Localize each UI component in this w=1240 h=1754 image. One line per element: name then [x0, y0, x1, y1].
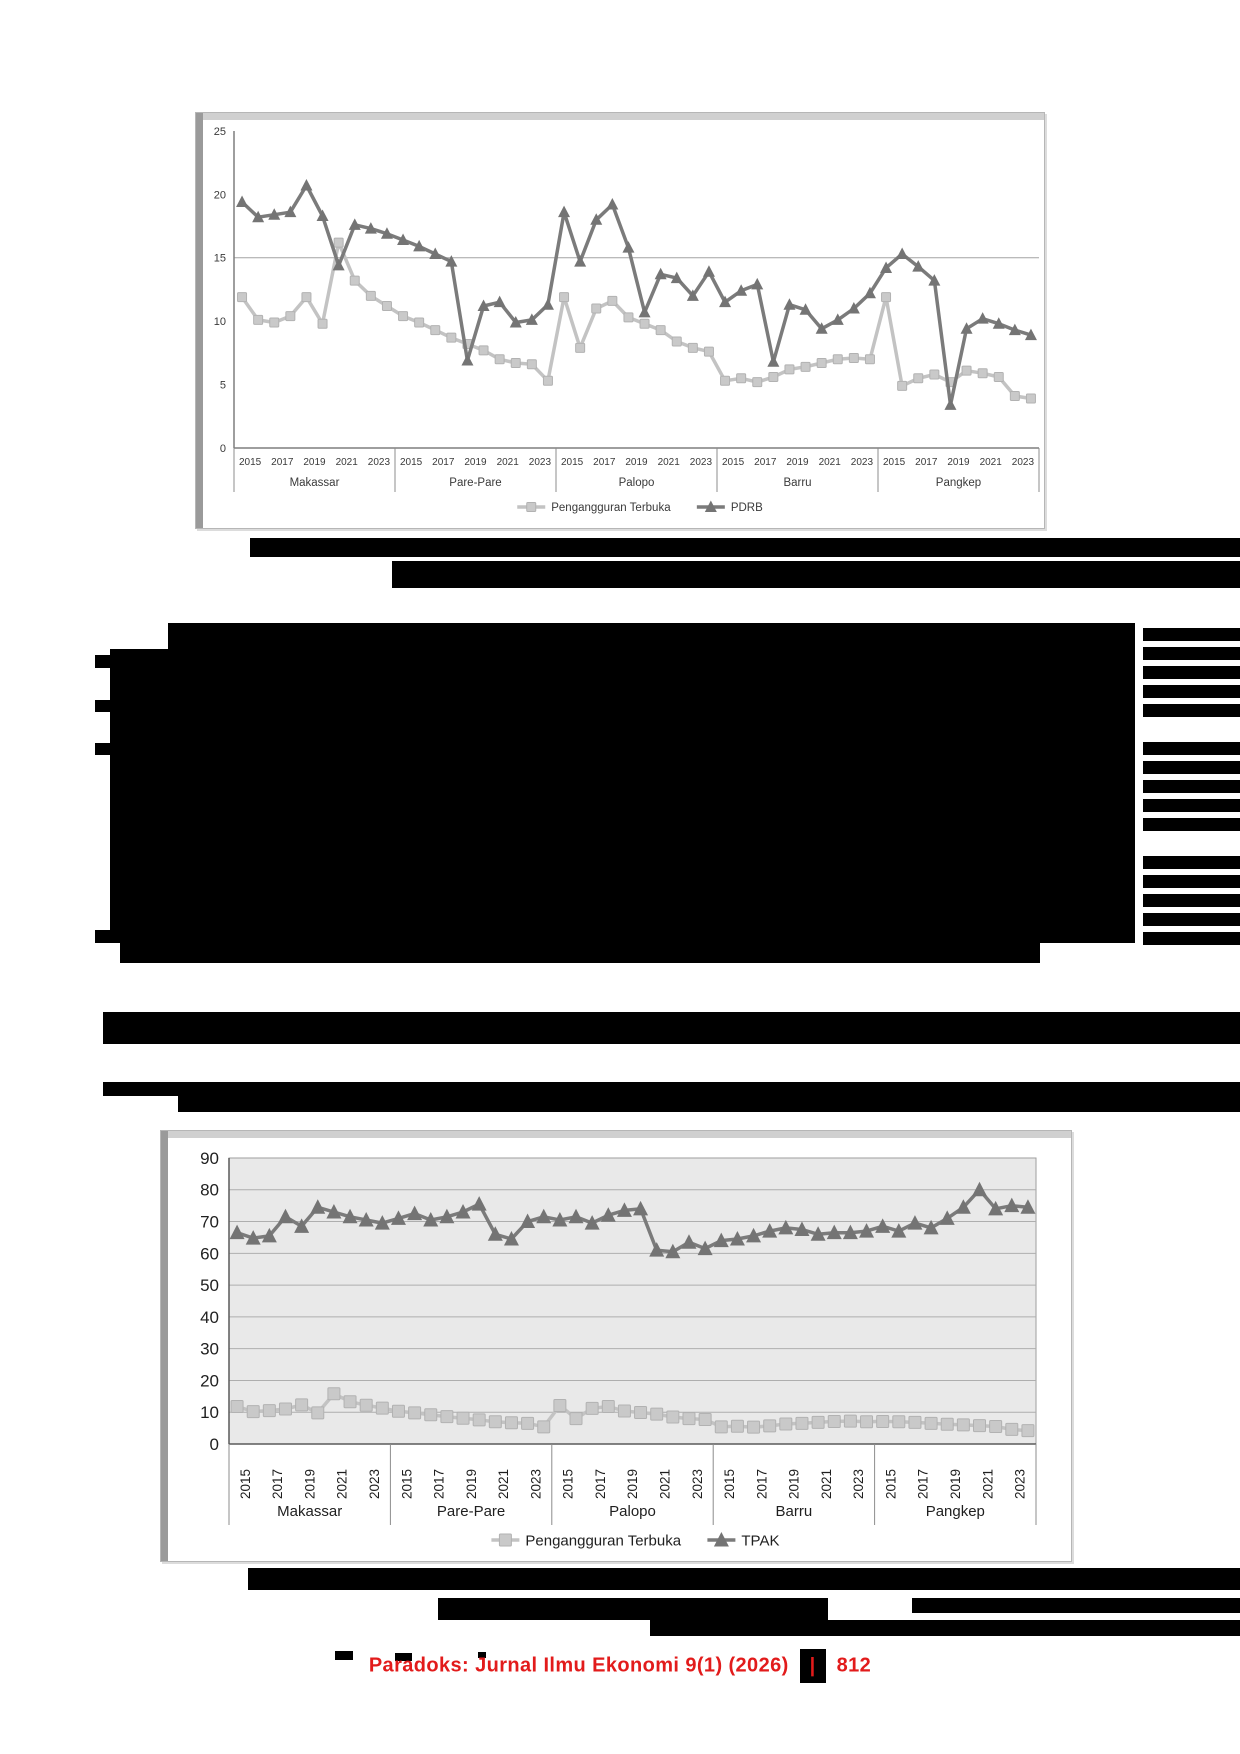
- legend-item: [491, 1532, 681, 1549]
- group-label: Palopo: [609, 1503, 656, 1520]
- data-marker: [489, 1416, 501, 1428]
- y-tick-label: 50: [200, 1276, 219, 1296]
- redacted-margin-line: [1143, 875, 1240, 888]
- data-marker: [877, 1415, 889, 1427]
- redacted-margin-line: [1143, 799, 1240, 812]
- pdrb-line-chart: [196, 113, 1044, 528]
- data-marker: [990, 1421, 1002, 1433]
- data-marker: [893, 1416, 905, 1428]
- data-marker: [344, 1396, 356, 1408]
- redacted-margin-line: [1143, 780, 1240, 793]
- data-marker: [334, 238, 343, 247]
- data-marker: [1006, 1423, 1018, 1435]
- y-tick-label: 70: [200, 1212, 219, 1232]
- data-marker: [764, 1420, 776, 1432]
- y-tick-label: 30: [200, 1339, 219, 1359]
- data-marker: [392, 1405, 404, 1417]
- data-marker: [656, 326, 665, 335]
- x-tick-label: 2023: [689, 1468, 705, 1499]
- data-marker: [608, 296, 617, 305]
- data-marker: [780, 1418, 792, 1430]
- y-tick-label: 25: [213, 125, 226, 138]
- data-marker: [312, 1407, 324, 1419]
- redacted-margin-line: [1143, 704, 1240, 717]
- x-tick-label: 2017: [432, 457, 455, 468]
- redacted-margin-line: [1143, 818, 1240, 831]
- data-marker: [769, 372, 778, 381]
- redacted-text-line: [120, 943, 1040, 963]
- data-marker: [328, 1388, 340, 1400]
- group-label: Makassar: [277, 1503, 343, 1520]
- data-marker: [527, 360, 536, 369]
- data-marker: [350, 276, 359, 285]
- x-tick-label: 2017: [592, 1468, 608, 1499]
- x-tick-label: 2021: [657, 457, 680, 468]
- x-tick-label: 2015: [560, 457, 584, 468]
- y-tick-label: 10: [200, 1403, 219, 1423]
- x-tick-label: 2021: [818, 457, 841, 468]
- data-marker: [801, 362, 810, 371]
- x-tick-label: 2017: [754, 457, 777, 468]
- data-marker: [300, 179, 312, 191]
- data-marker: [944, 398, 956, 410]
- data-marker: [263, 1405, 275, 1417]
- legend-item: [697, 501, 763, 515]
- y-tick-label: 60: [200, 1244, 219, 1264]
- redacted-caption-line: [650, 1620, 1240, 1636]
- y-tick-label: 80: [200, 1180, 219, 1200]
- data-marker: [817, 359, 826, 368]
- data-marker: [785, 365, 794, 374]
- data-marker: [554, 1400, 566, 1412]
- data-marker: [748, 1421, 760, 1433]
- redacted-text-fragment: [95, 655, 111, 668]
- x-tick-label: 2019: [464, 457, 487, 468]
- data-marker: [882, 293, 891, 302]
- data-marker: [783, 298, 795, 310]
- x-tick-label: 2017: [593, 457, 616, 468]
- data-marker: [231, 1401, 243, 1413]
- redacted-margin-line: [1143, 761, 1240, 774]
- data-marker: [543, 376, 552, 385]
- data-marker: [511, 359, 520, 368]
- data-marker: [1026, 394, 1035, 403]
- x-tick-label: 2017: [915, 457, 938, 468]
- data-marker: [286, 312, 295, 321]
- data-marker: [896, 247, 908, 259]
- legend-item: [707, 1532, 779, 1549]
- redacted-margin-line: [1143, 628, 1240, 641]
- footer-separator: |: [809, 1655, 816, 1677]
- data-marker: [296, 1399, 308, 1411]
- x-tick-label: 2019: [786, 1468, 802, 1499]
- legend-marker: [499, 1534, 511, 1546]
- legend-marker: [527, 503, 536, 512]
- redacted-text-fragment: [95, 743, 111, 755]
- redacted-text-block: [110, 649, 1135, 943]
- data-marker: [495, 355, 504, 364]
- x-tick-label: 2021: [980, 1468, 996, 1499]
- redacted-text-fragment: [95, 700, 111, 712]
- redacted-margin-line: [1143, 742, 1240, 755]
- redacted-margin-line: [1143, 856, 1240, 869]
- legend-label: PDRB: [730, 502, 763, 515]
- data-marker: [522, 1417, 534, 1429]
- x-tick-label: 2023: [528, 1468, 544, 1499]
- data-marker: [409, 1407, 421, 1419]
- data-marker: [962, 366, 971, 375]
- data-marker: [360, 1399, 372, 1411]
- data-marker: [930, 370, 939, 379]
- x-tick-label: 2021: [496, 1468, 512, 1499]
- group-label: Pare-Pare: [449, 477, 502, 489]
- x-tick-label: 2017: [271, 457, 294, 468]
- data-marker: [699, 1414, 711, 1426]
- x-tick-label: 2017: [754, 1468, 770, 1499]
- x-tick-label: 2021: [818, 1468, 834, 1499]
- data-marker: [270, 318, 279, 327]
- group-label: Barru: [783, 477, 812, 489]
- x-tick-label: 2023: [1011, 457, 1035, 468]
- data-marker: [667, 1411, 679, 1423]
- data-marker: [254, 315, 263, 324]
- x-tick-label: 2015: [560, 1468, 576, 1499]
- x-tick-label: 2021: [334, 1468, 350, 1499]
- x-tick-label: 2021: [657, 1468, 673, 1499]
- group-label: Pangkep: [935, 477, 982, 489]
- data-marker: [447, 333, 456, 342]
- page-footer: [0, 1649, 1240, 1683]
- data-marker: [974, 1420, 986, 1432]
- x-tick-label: 2023: [851, 1468, 867, 1499]
- y-tick-label: 90: [200, 1148, 219, 1168]
- data-marker: [247, 1406, 259, 1418]
- page-number: 812: [836, 1654, 872, 1677]
- redacted-text-line: [103, 1082, 1240, 1096]
- y-tick-label: 0: [209, 1434, 219, 1454]
- data-marker: [592, 304, 601, 313]
- redacted-caption-line: [248, 1568, 1240, 1590]
- data-marker: [704, 347, 713, 356]
- x-tick-label: 2021: [335, 457, 358, 468]
- y-tick-label: 20: [200, 1371, 219, 1391]
- data-marker: [622, 241, 634, 253]
- group-label: Pangkep: [925, 1503, 985, 1520]
- data-marker: [1010, 392, 1019, 401]
- data-marker: [849, 353, 858, 362]
- group-label: Barru: [775, 1503, 813, 1520]
- data-marker: [479, 346, 488, 355]
- data-marker: [737, 374, 746, 383]
- data-marker: [399, 312, 408, 321]
- legend-label: TPAK: [741, 1532, 780, 1550]
- x-tick-label: 2015: [399, 457, 423, 468]
- x-tick-label: 2015: [883, 1468, 899, 1499]
- legend-label: Pengangguran Terbuka: [525, 1532, 682, 1550]
- redacted-margin-line: [1143, 894, 1240, 907]
- series-line: [242, 243, 1031, 399]
- x-tick-label: 2023: [850, 457, 874, 468]
- redacted-text-fragment: [95, 930, 111, 943]
- data-marker: [382, 301, 391, 310]
- data-marker: [318, 319, 327, 328]
- data-marker: [586, 1402, 598, 1414]
- data-marker: [606, 198, 618, 210]
- data-marker: [833, 355, 842, 364]
- data-marker: [957, 1419, 969, 1431]
- x-tick-label: 2015: [721, 457, 745, 468]
- x-tick-label: 2019: [463, 1468, 479, 1499]
- data-marker: [651, 1408, 663, 1420]
- data-marker: [635, 1407, 647, 1419]
- x-tick-label: 2023: [367, 457, 391, 468]
- x-tick-label: 2015: [722, 1468, 738, 1499]
- y-tick-label: 15: [213, 252, 226, 265]
- redacted-caption-line: [912, 1598, 1240, 1613]
- data-marker: [639, 306, 651, 318]
- data-marker: [731, 1420, 743, 1432]
- redacted-margin-line: [1143, 685, 1240, 698]
- x-tick-label: 2019: [625, 1468, 641, 1499]
- data-marker: [753, 378, 762, 387]
- data-marker: [977, 312, 989, 324]
- redacted-caption-line: [392, 561, 1240, 588]
- data-marker: [767, 355, 779, 367]
- legend-item: [517, 502, 671, 514]
- redacted-caption-line: [250, 538, 1240, 557]
- data-marker: [941, 1418, 953, 1430]
- journal-citation: Paradoks: Jurnal Ilmu Ekonomi 9(1) (2026): [368, 1654, 789, 1677]
- x-tick-label: 2017: [270, 1468, 286, 1499]
- y-tick-label: 20: [213, 189, 226, 202]
- data-marker: [425, 1409, 437, 1421]
- data-marker: [640, 319, 649, 328]
- x-tick-label: 2019: [303, 457, 326, 468]
- redacted-caption-line: [438, 1598, 828, 1620]
- data-marker: [909, 1416, 921, 1428]
- data-marker: [366, 291, 375, 300]
- data-marker: [978, 369, 987, 378]
- data-marker: [558, 206, 570, 218]
- tpak-line-chart: [161, 1131, 1071, 1561]
- x-tick-label: 2015: [882, 457, 906, 468]
- data-marker: [279, 1403, 291, 1415]
- y-tick-label: 5: [219, 379, 226, 392]
- redacted-margin-line: [1143, 932, 1240, 945]
- redacted-margin-line: [1143, 647, 1240, 660]
- data-marker: [457, 1412, 469, 1424]
- redacted-margin-line: [1143, 913, 1240, 926]
- x-tick-label: 2023: [1012, 1468, 1028, 1499]
- data-marker: [624, 313, 633, 322]
- data-marker: [865, 355, 874, 364]
- x-tick-label: 2015: [399, 1468, 415, 1499]
- y-tick-label: 40: [200, 1307, 219, 1327]
- data-marker: [238, 293, 247, 302]
- data-marker: [925, 1417, 937, 1429]
- data-marker: [861, 1416, 873, 1428]
- group-label: Palopo: [618, 477, 655, 489]
- redacted-text-block: [103, 1012, 1240, 1044]
- data-marker: [812, 1416, 824, 1428]
- x-tick-label: 2015: [238, 457, 262, 468]
- data-marker: [618, 1405, 630, 1417]
- data-marker: [576, 343, 585, 352]
- data-marker: [236, 196, 248, 208]
- x-tick-label: 2015: [237, 1468, 253, 1499]
- data-marker: [542, 298, 554, 310]
- x-tick-label: 2017: [431, 1468, 447, 1499]
- data-marker: [602, 1401, 614, 1413]
- data-marker: [415, 318, 424, 327]
- data-marker: [683, 1413, 695, 1425]
- data-marker: [721, 376, 730, 385]
- redacted-margin-line: [1143, 666, 1240, 679]
- redacted-text-block: [168, 623, 1135, 649]
- data-marker: [431, 326, 440, 335]
- data-marker: [560, 293, 569, 302]
- data-marker: [302, 293, 311, 302]
- data-marker: [796, 1417, 808, 1429]
- tpak-chart-container: [160, 1130, 1072, 1562]
- data-marker: [672, 337, 681, 346]
- x-tick-label: 2017: [915, 1468, 931, 1499]
- data-marker: [703, 265, 715, 277]
- data-marker: [505, 1417, 517, 1429]
- pdrb-chart-container: [195, 112, 1045, 529]
- x-tick-label: 2023: [528, 457, 552, 468]
- data-marker: [461, 354, 473, 366]
- y-tick-label: 0: [219, 442, 226, 455]
- data-marker: [570, 1413, 582, 1425]
- x-tick-label: 2021: [979, 457, 1002, 468]
- x-tick-label: 2019: [947, 457, 970, 468]
- data-marker: [828, 1415, 840, 1427]
- group-label: Pare-Pare: [436, 1503, 506, 1520]
- data-marker: [751, 278, 763, 290]
- data-marker: [715, 1421, 727, 1433]
- y-tick-label: 10: [213, 316, 226, 329]
- data-marker: [914, 374, 923, 383]
- legend-label: Pengangguran Terbuka: [551, 502, 671, 515]
- x-tick-label: 2023: [689, 457, 713, 468]
- footer-separator-redaction: [800, 1649, 826, 1683]
- series-line: [242, 186, 1031, 405]
- x-tick-label: 2021: [496, 457, 519, 468]
- data-marker: [898, 381, 907, 390]
- data-marker: [376, 1402, 388, 1414]
- data-marker: [1022, 1425, 1034, 1437]
- data-marker: [844, 1415, 856, 1427]
- data-marker: [688, 343, 697, 352]
- x-tick-label: 2023: [366, 1468, 382, 1499]
- data-marker: [994, 372, 1003, 381]
- x-tick-label: 2019: [786, 457, 809, 468]
- data-marker: [538, 1421, 550, 1433]
- x-tick-label: 2019: [625, 457, 648, 468]
- data-marker: [441, 1411, 453, 1423]
- redacted-text-line: [178, 1096, 1240, 1112]
- x-tick-label: 2019: [948, 1468, 964, 1499]
- data-marker: [473, 1414, 485, 1426]
- data-marker: [574, 255, 586, 267]
- x-tick-label: 2019: [302, 1468, 318, 1499]
- group-label: Makassar: [289, 477, 340, 489]
